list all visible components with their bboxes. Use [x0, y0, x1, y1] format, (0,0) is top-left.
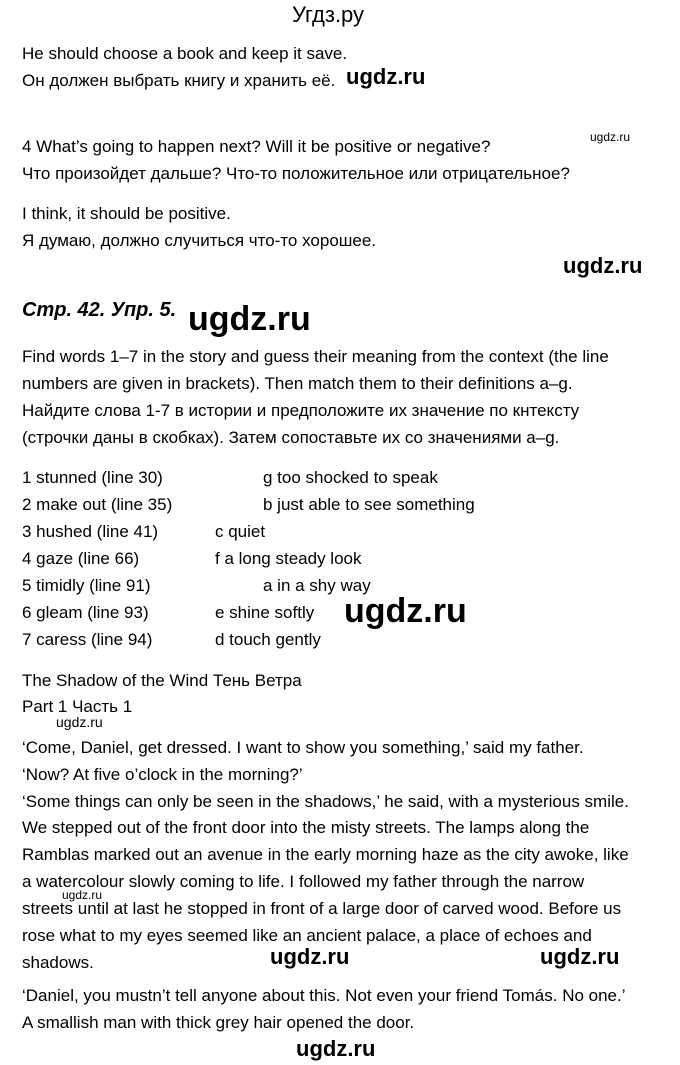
- match-definition: b just able to see something: [263, 495, 475, 514]
- answer-4-ru: Я думаю, должно случиться что-то хорошее.: [22, 231, 377, 250]
- intro-en: He should choose a book and keep it save.: [22, 44, 348, 63]
- watermark: ugdz.ru: [563, 253, 643, 278]
- watermark: ugdz.ru: [188, 300, 311, 338]
- match-definition: f a long steady look: [215, 549, 362, 568]
- story-line: shadows.: [22, 953, 94, 972]
- story-line: We stepped out of the front door into the misty streets. The lamps along the: [22, 818, 590, 837]
- instruction-line: (строчки даны в скобках). Затем сопоставьте их со значениями a–g.: [22, 428, 560, 447]
- watermark: ugdz.ru: [62, 888, 103, 902]
- watermark: ugdz.ru: [270, 944, 350, 969]
- match-word: 7 caress (line 94): [22, 630, 153, 649]
- match-word: 4 gaze (line 66): [22, 549, 140, 568]
- story-line: rose what to my eyes seemed like an ancient palace, a place of echoes and: [22, 926, 592, 945]
- match-definition: e shine softly: [215, 603, 315, 622]
- intro-ru: Он должен выбрать книгу и хранить её.: [22, 71, 336, 90]
- story-part: Part 1 Часть 1: [22, 697, 133, 716]
- watermark: ugdz.ru: [346, 64, 426, 89]
- match-definition: a in a shy way: [263, 576, 371, 595]
- story-line: ‘Now? At five o’clock in the morning?’: [22, 765, 303, 784]
- instruction-line: Find words 1–7 in the story and guess their meaning from the context (the line: [22, 347, 609, 366]
- match-word: 2 make out (line 35): [22, 495, 173, 514]
- story-title: The Shadow of the Wind Тень Ветра: [22, 671, 302, 690]
- match-definition: d touch gently: [215, 630, 321, 649]
- story-line: A smallish man with thick grey hair opened the door.: [22, 1013, 415, 1032]
- match-definition: c quiet: [215, 522, 266, 541]
- match-word: 5 timidly (line 91): [22, 576, 151, 595]
- exercise-heading: Стр. 42. Упр. 5.: [22, 299, 177, 321]
- story-line: Ramblas marked out an avenue in the early morning haze as the city awoke, like: [22, 845, 629, 864]
- story-line: streets until at last he stopped in front of a large door of carved wood. Before us: [22, 899, 622, 918]
- watermark: ugdz.ru: [344, 592, 467, 630]
- question-4-ru: Что произойдет дальше? Что-то положительное или отрицательное?: [22, 164, 570, 183]
- match-word: 3 hushed (line 41): [22, 522, 159, 541]
- site-title: Угдз.ру: [292, 2, 365, 27]
- watermark: ugdz.ru: [56, 714, 103, 730]
- match-definition: g too shocked to speak: [263, 468, 438, 487]
- watermark: ugdz.ru: [296, 1036, 376, 1061]
- question-4-en: 4 What’s going to happen next? Will it be positive or negative?: [22, 137, 491, 156]
- story-line: ‘Some things can only be seen in the shadows,’ he said, with a mysterious smile.: [22, 792, 629, 811]
- watermark: ugdz.ru: [590, 130, 631, 144]
- instruction-line: Найдите слова 1-7 в истории и предположите их значение по кнтексту: [22, 401, 580, 420]
- match-word: 1 stunned (line 30): [22, 468, 163, 487]
- match-word: 6 gleam (line 93): [22, 603, 149, 622]
- answer-4-en: I think, it should be positive.: [22, 204, 231, 223]
- story-line: ‘Daniel, you mustn’t tell anyone about this. Not even your friend Tomás. No one.’: [22, 986, 626, 1005]
- watermark: ugdz.ru: [540, 944, 620, 969]
- instruction-line: numbers are given in brackets). Then match them to their definitions a–g.: [22, 374, 573, 393]
- story-line: ‘Come, Daniel, get dressed. I want to show you something,’ said my father.: [22, 738, 584, 757]
- story-line: a watercolour slowly coming to life. I followed my father through the narrow: [22, 872, 585, 891]
